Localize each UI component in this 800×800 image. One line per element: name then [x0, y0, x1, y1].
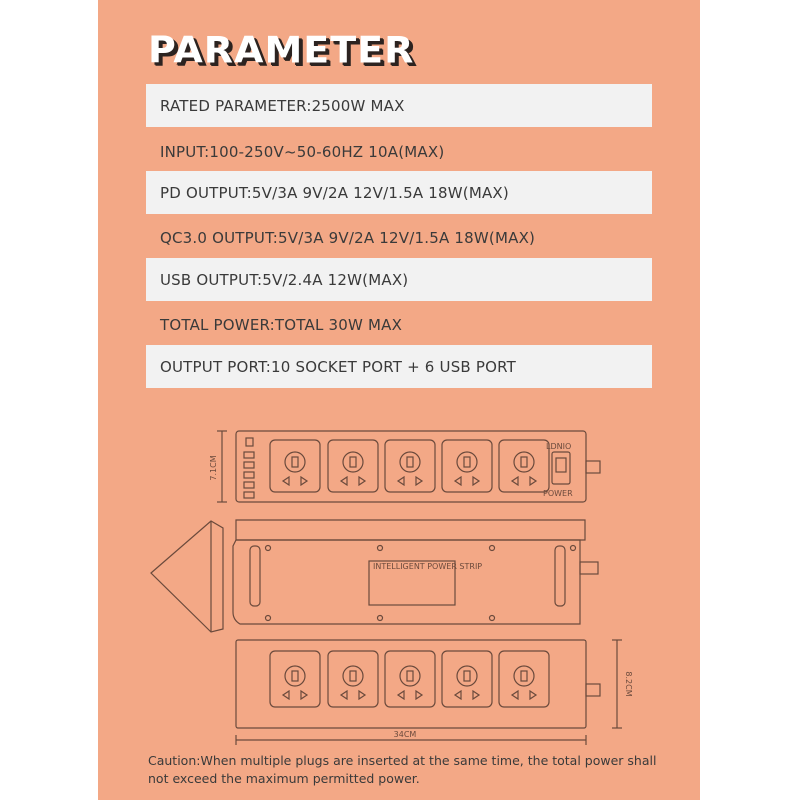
top-socket-3 [385, 440, 435, 492]
side-socket-3 [385, 651, 435, 707]
spec-row-rated: RATED PARAMETER:2500W MAX [146, 84, 652, 127]
top-socket-4 [442, 440, 492, 492]
dimension-length: 34CM [393, 730, 417, 739]
dimension-height-side: 8.2CM [624, 671, 633, 697]
top-socket-5 [499, 440, 549, 492]
spec-row-qc-output: QC3.0 OUTPUT:5V/3A 9V/2A 12V/1.5A 18W(MAX) [160, 228, 536, 247]
power-switch [552, 452, 570, 484]
rating-label-title: INTELLIGENT POWER STRIP [373, 562, 483, 571]
side-view-strip [236, 640, 622, 745]
top-socket-2 [328, 440, 378, 492]
spec-row-input: INPUT:100-250V~50-60HZ 10A(MAX) [160, 142, 445, 161]
back-view-strip [151, 520, 598, 632]
page-title: PARAMETER [148, 29, 415, 71]
spec-row-output-port: OUTPUT PORT:10 SOCKET PORT + 6 USB PORT [146, 345, 652, 388]
brand-label: LDNIO [546, 442, 572, 451]
spec-row-pd-output: PD OUTPUT:5V/3A 9V/2A 12V/1.5A 18W(MAX) [146, 171, 652, 214]
spec-row-usb-output: USB OUTPUT:5V/2.4A 12W(MAX) [146, 258, 652, 301]
top-socket-1 [270, 440, 320, 492]
dimension-height-top: 7.1CM [209, 455, 218, 481]
power-label: POWER [543, 489, 573, 498]
side-socket-1 [270, 651, 320, 707]
side-socket-5 [499, 651, 549, 707]
caution-note: Caution:When multiple plugs are inserted at the same time, the total power shall not exceed the maximum permitted power. [148, 753, 657, 786]
spec-row-total-power: TOTAL POWER:TOTAL 30W MAX [160, 315, 403, 334]
side-socket-2 [328, 651, 378, 707]
side-socket-4 [442, 651, 492, 707]
